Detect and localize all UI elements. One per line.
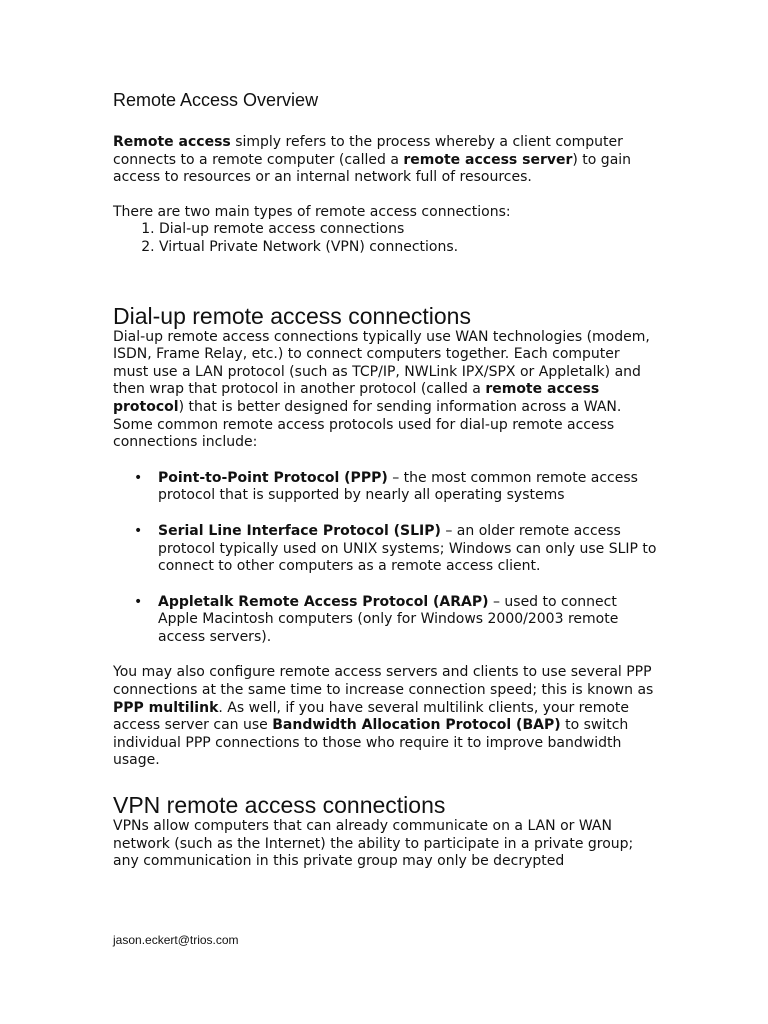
list-item: 1. Dial-up remote access connections [159,221,658,239]
protocol-name: Appletalk Remote Access Protocol (ARAP) [158,593,489,610]
list-item [134,593,658,647]
protocol-desc: – used to connect Apple Macintosh computers (only for Windows 2000/2003 remote access servers). [158,593,619,645]
protocol-desc: – an older remote access protocol typically used on UNIX systems; Windows can only use SLIP to connect to other computers as a remote access client. [158,522,657,575]
list-item [134,522,658,576]
vpn-heading: VPN remote access connections [113,792,446,819]
vpn-paragraph: VPNs allow computers that can already communicate on a LAN or WAN network (such as the Internet) the ability to participate in a private group; any communication in this private group may only be decrypted [113,818,634,870]
multilink-text-b: . As well, if you have several multilink clients, your remote access server can use [113,699,630,734]
term-ppp-multilink: PPP multilink [113,699,219,716]
types-intro: There are two main types of remote access connections: [113,203,511,220]
protocol-list [113,470,658,647]
dialup-heading: Dial-up remote access connections [113,302,471,329]
bullet-icon: • [134,522,143,539]
bullet-icon: • [134,593,143,610]
term-remote-access-server: remote access server [403,151,573,168]
list-item: 2. Virtual Private Network (VPN) connections. [159,239,658,257]
dialup-paragraph [113,329,658,452]
dialup-text-a: Dial-up remote access connections typically use WAN technologies (modem, ISDN, Frame Relay, etc.) to connect computers together. Each computer must use a LAN protocol (such as TCP/IP, NWLink IPX/SPX or Appletalk) and then wrap that protocol in another protocol (called a [113,328,650,398]
term-bap: Bandwidth Allocation Protocol (BAP) [272,717,561,734]
list-item [134,469,658,505]
types-list [113,221,658,256]
protocol-name: Serial Line Interface Protocol (SLIP) [158,522,441,539]
document-page [113,88,658,871]
protocol-desc: – the most common remote access protocol that is supported by nearly all operating systems [158,469,638,504]
protocol-name: Point-to-Point Protocol (PPP) [158,469,388,486]
multilink-paragraph [113,664,658,770]
intro-paragraph [113,134,658,187]
intro-text-1: simply refers to the process whereby a client computer connects to a remote computer (called a [113,134,623,168]
footer-email: jason.eckert@trios.com [113,933,239,947]
multilink-text-a: You may also configure remote access servers and clients to use several PPP connections at the same time to increase connection speed; this is known as [113,664,654,699]
multilink-text-c: to switch individual PPP connections to those who require it to improve bandwidth usage. [113,717,629,769]
document-title: Remote Access Overview [113,90,319,110]
term-remote-access: Remote access [113,134,231,150]
dialup-text-b: ) that is better designed for sending information across a WAN. Some common remote access protocols used for dial-up remote access connections include: [113,398,622,451]
bullet-icon: • [134,469,143,486]
intro-text-2: ) to gain access to resources or an internal network full of resources. [113,151,632,186]
term-remote-access-protocol: remote access protocol [113,381,600,415]
